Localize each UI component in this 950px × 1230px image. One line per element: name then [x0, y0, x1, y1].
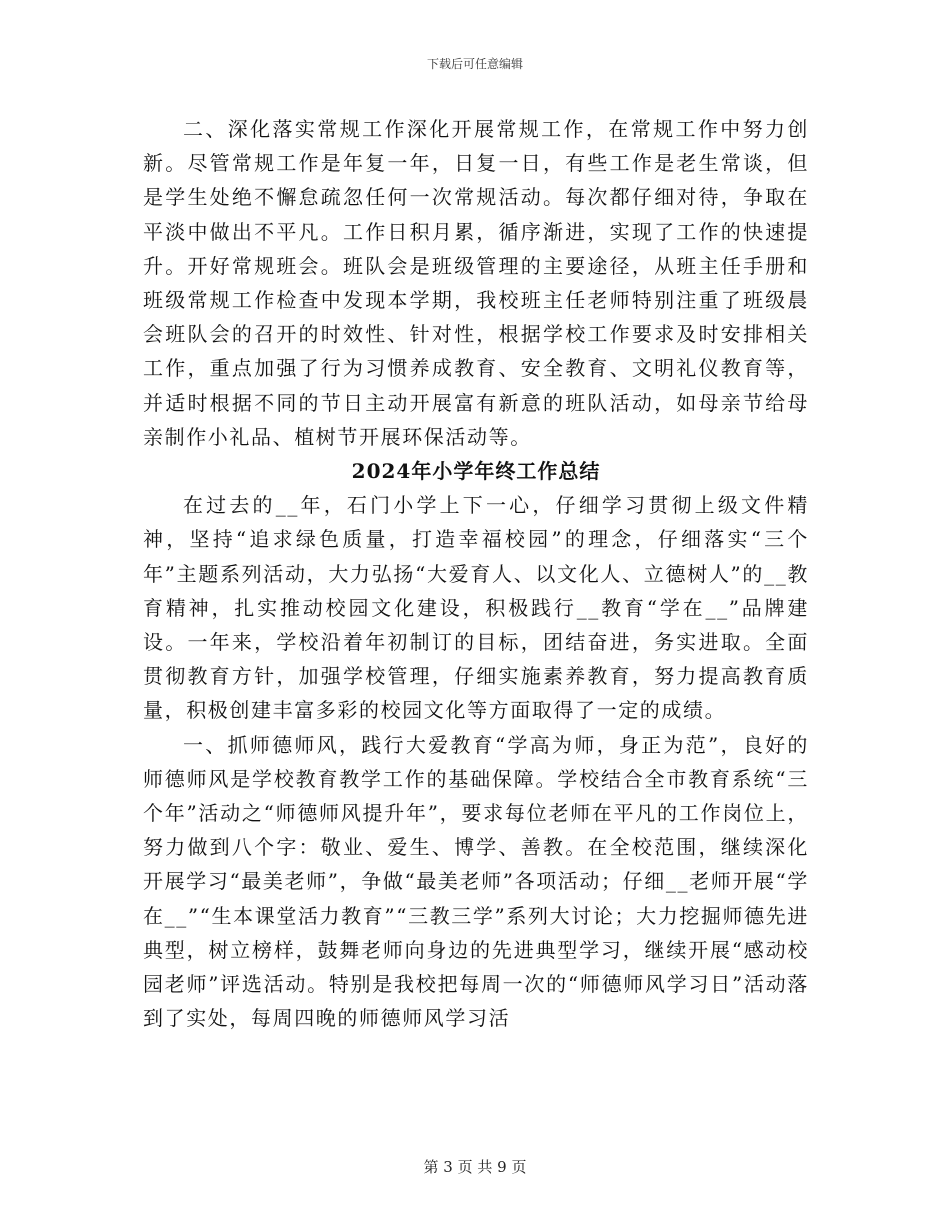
- paragraph-teacher-ethics: 一、抓师德师风，践行大爱教育“学高为师，身正为范”，良好的师德师风是学校教育教学工作的基础保障。学校结合全市教育系统“三个年”活动之“师德师风提升年”，要求每位老师在平凡的工作岗位上，努力做到八个字：敬业、爱生、博学、善教。在全校范围，继续深化开展学习“最美老师”，争做“最美老师”各项活动；仔细__老师开展“学在__”“生本课堂活力教育”“三教三学”系列大讨论；大力挖掘师德先进典型，树立榜样，鼓舞老师向身边的先进典型学习，继续开展“感动校园老师”评选活动。特别是我校把每周一次的“师德师风学习日”活动落到了实处，每周四晚的师德师风学习活: [143, 732, 809, 1031]
- document-title: 2024年小学年终工作总结: [351, 459, 601, 484]
- header-note: 下载后可任意编辑: [426, 57, 523, 71]
- paragraph-routine-work: 二、深化落实常规工作深化开展常规工作，在常规工作中努力创新。尽管常规工作是年复一年，日复一日，有些工作是老生常谈，但是学生处绝不懈怠疏忽任何一次常规活动。每次都仔细对待，争取在平淡中做出不平凡。工作日积月累，循序渐进，实现了工作的快速提升。开好常规班会。班队会是班级管理的主要途径，从班主任手册和班级常规工作检查中发现本学期，我校班主任老师特别注重了班级晨会班队会的召开的时效性、针对性，根据学校工作要求及时安排相关工作，重点加强了行为习惯养成教育、安全教育、文明礼仪教育等，并适时根据不同的节日主动开展富有新意的班队活动，如母亲节给母亲制作小礼品、植树节开展环保活动等。: [143, 117, 809, 449]
- paragraph-intro: 在过去的__年，石门小学上下一心，仔细学习贯彻上级文件精神，坚持“追求绿色质量，打造幸福校园”的理念，仔细落实“三个年”主题系列活动，大力弘扬“大爱育人、以文化人、立德树人”的__教育精神，扎实推动校园文化建设，积极践行__教育“学在__”品牌建设。一年来，学校沿着年初制订的目标，团结奋进，务实进取。全面贯彻教育方针，加强学校管理，仔细实施素养教育，努力提高教育质量，积极创建丰富多彩的校园文化等方面取得了一定的成绩。: [143, 493, 809, 723]
- document-body: [143, 112, 809, 1035]
- page-number-footer: 第 3 页 共 9 页: [423, 1158, 527, 1176]
